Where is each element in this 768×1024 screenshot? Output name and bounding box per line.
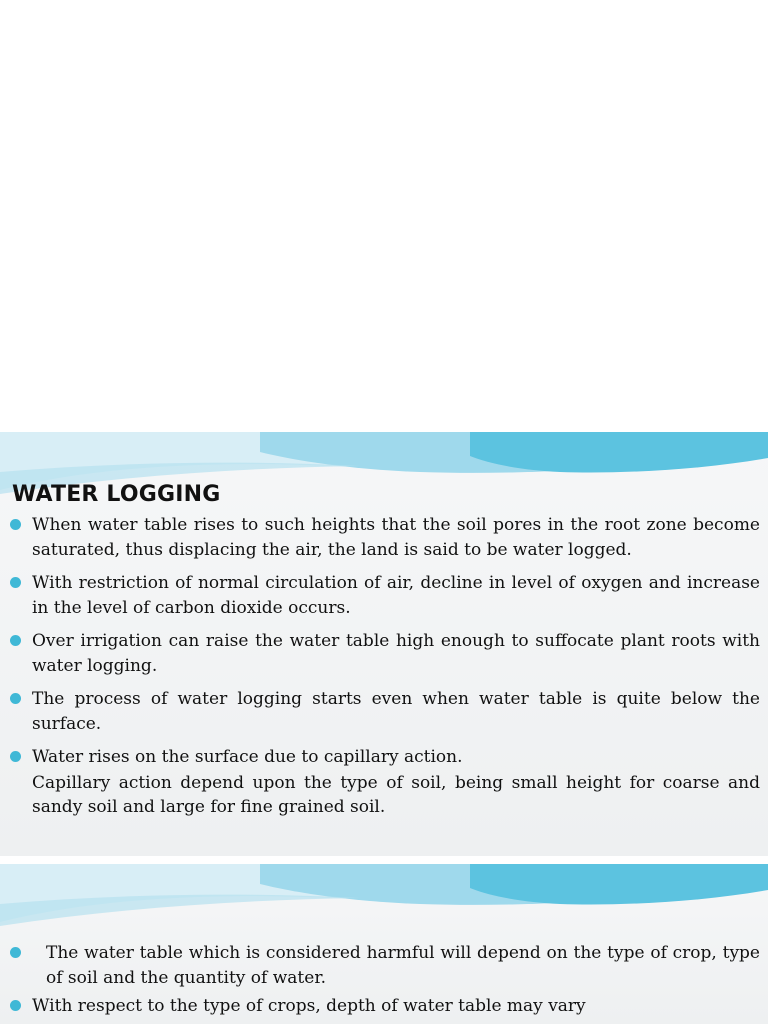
- header-wave-decoration: [0, 864, 768, 930]
- list-item: [8, 745, 760, 770]
- slide-title: WATER LOGGING: [12, 482, 221, 507]
- bullet-text: The process of water logging starts even when water table is quite below the surface.: [32, 689, 760, 734]
- slide-separator: [0, 856, 768, 864]
- bullet-dot-icon: [10, 1000, 21, 1011]
- bullet-text: With respect to the type of crops, depth of water table may vary: [32, 996, 586, 1016]
- bullet-list: [8, 513, 760, 820]
- bullet-text: Over irrigation can raise the water table high enough to suffocate plant roots with water logging.: [32, 631, 760, 676]
- bullet-dot-icon: [10, 635, 21, 646]
- bullet-text: The water table which is considered harmful will depend on the type of crop, type of soil and the quantity of water.: [46, 943, 760, 988]
- bullet-list: [8, 941, 760, 1023]
- list-item: [8, 687, 760, 736]
- list-item: [8, 571, 760, 620]
- list-item: [8, 629, 760, 678]
- list-item: [8, 513, 760, 562]
- bullet-dot-icon: [10, 947, 21, 958]
- bullet-text: When water table rises to such heights that the soil pores in the root zone become saturated, thus displacing the air, the land is said to be water logged.: [32, 515, 760, 560]
- bullet-dot-icon: [10, 693, 21, 704]
- bullet-text: With restriction of normal circulation of air, decline in level of oxygen and increase in the level of carbon dioxide occurs.: [32, 573, 760, 618]
- bullet-dot-icon: [10, 751, 21, 762]
- slide-water-table: [0, 864, 768, 1024]
- slide-water-logging: [0, 432, 768, 856]
- note-paragraph: Capillary action depend upon the type of soil, being small height for coarse and sandy soil and large for fine grained soil.: [32, 772, 760, 817]
- bullet-dot-icon: [10, 519, 21, 530]
- list-item: [8, 994, 760, 1019]
- bullet-text: Water rises on the surface due to capillary action.: [32, 747, 463, 767]
- blank-page-area: [0, 0, 768, 432]
- list-item: [8, 941, 760, 990]
- bullet-dot-icon: [10, 577, 21, 588]
